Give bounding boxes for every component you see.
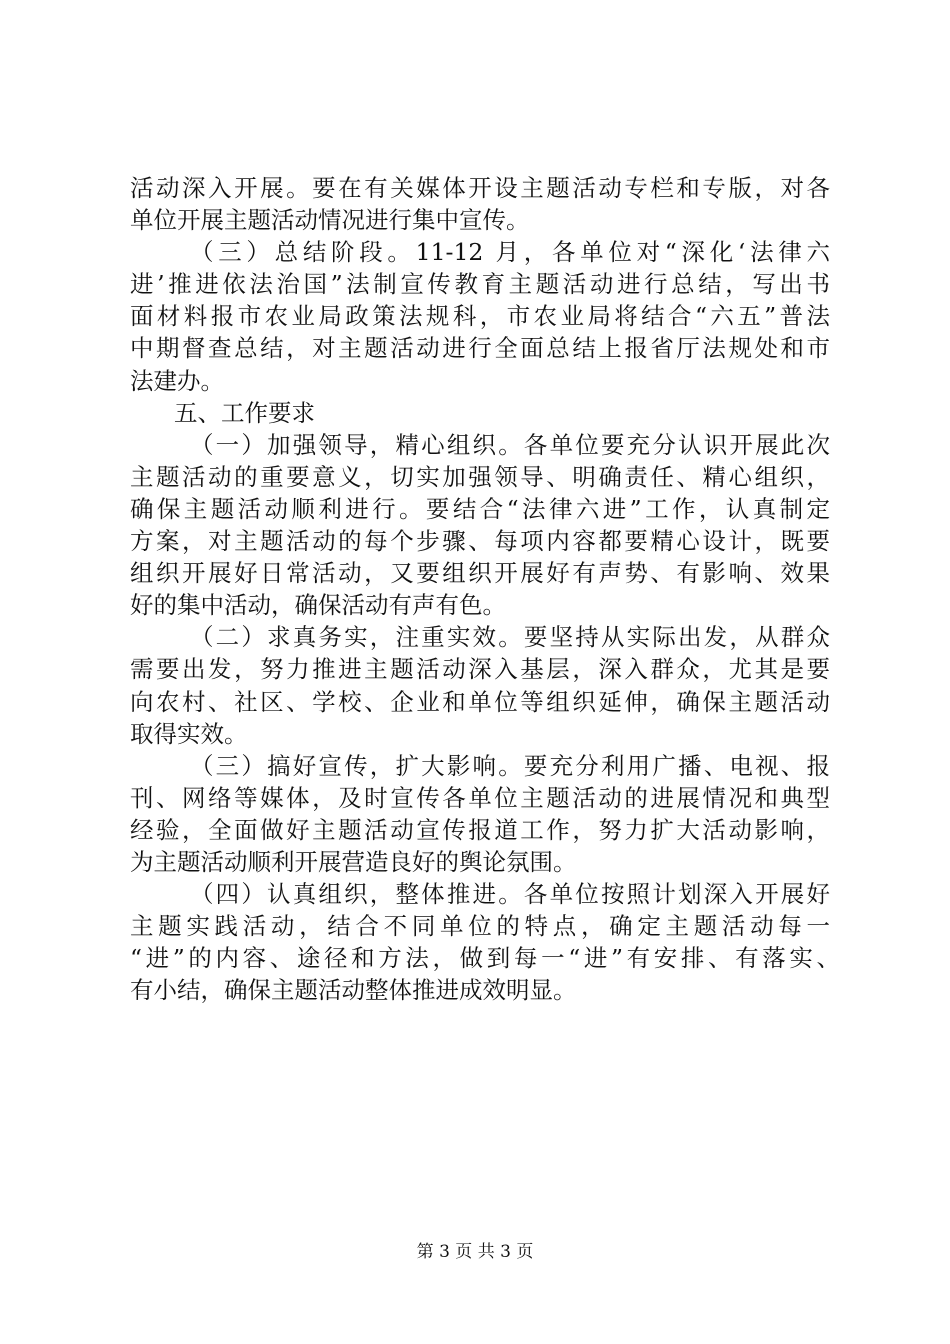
- section-heading: 五、工作要求: [174, 398, 315, 427]
- paragraph-first-line: （四）认真组织，整体推进。各单位按照计划深入开展好: [190, 880, 830, 909]
- paragraph-first-line: （一）加强领导，精心组织。各单位要充分认识开展此次: [190, 430, 830, 459]
- page-number-footer: 第 3 页 共 3 页: [416, 1242, 534, 1262]
- body-line: 经验，全面做好主题活动宣传报道工作，努力扩大活动影响，: [130, 815, 830, 844]
- body-line: 有小结，确保主题活动整体推进成效明显。: [130, 976, 577, 1005]
- body-line: 主题活动的重要意义，切实加强领导、明确责任、精心组织，: [130, 462, 830, 491]
- body-line: 进’推进依法治国”法制宣传教育主题活动进行总结，写出书: [130, 270, 830, 299]
- document-body: [130, 172, 840, 1006]
- body-line: 需要出发，努力推进主题活动深入基层，深入群众，尤其是要: [130, 655, 830, 684]
- body-line: 确保主题活动顺利进行。要结合“法律六进”工作，认真制定: [130, 494, 830, 523]
- body-line: 活动深入开展。要在有关媒体开设主题活动专栏和专版，对各: [130, 174, 830, 202]
- body-line: 好的集中活动，确保活动有声有色。: [130, 591, 506, 620]
- body-line: 为主题活动顺利开展营造良好的舆论氛围。: [130, 847, 577, 876]
- body-line: 向农村、社区、学校、企业和单位等组织延伸，确保主题活动: [130, 687, 830, 716]
- body-line: 取得实效。: [130, 719, 248, 748]
- body-line: “进”的内容、途径和方法，做到每一“进”有安排、有落实、: [130, 944, 840, 973]
- body-line: 主题实践活动，结合不同单位的特点，确定主题活动每一: [130, 912, 830, 941]
- body-line: 刊、网络等媒体，及时宣传各单位主题活动的进展情况和典型: [130, 783, 830, 812]
- paragraph-first-line: （三）总结阶段。11-12 月，各单位对“深化‘法律六: [190, 238, 830, 267]
- body-line: 单位开展主题活动情况进行集中宣传。: [130, 206, 530, 235]
- body-line: 法建办。: [130, 366, 224, 395]
- paragraph-first-line: （二）求真务实，注重实效。要坚持从实际出发，从群众: [190, 623, 830, 652]
- body-line: 中期督查总结，对主题活动进行全面总结上报省厅法规处和市: [130, 334, 830, 363]
- body-line: 组织开展好日常活动，又要组织开展好有声势、有影响、效果: [130, 559, 830, 588]
- body-line: 方案，对主题活动的每个步骤、每项内容都要精心设计，既要: [130, 527, 830, 556]
- body-line: 面材料报市农业局政策法规科，市农业局将结合“六五”普法: [130, 302, 830, 331]
- paragraph-first-line: （三）搞好宣传，扩大影响。要充分利用广播、电视、报: [190, 751, 830, 780]
